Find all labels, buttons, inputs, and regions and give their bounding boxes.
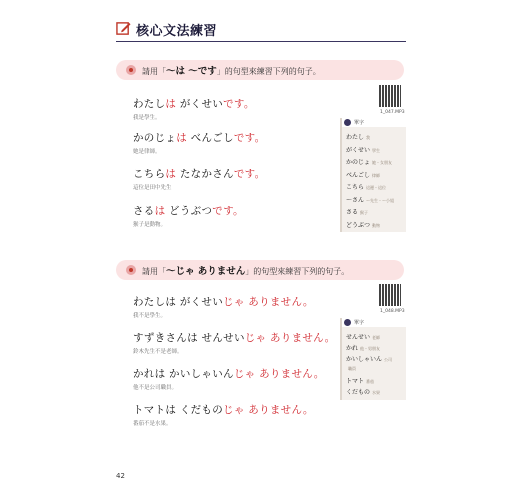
vocab-item [346, 343, 380, 352]
negative-ending: じゃ ありません。 [223, 404, 314, 416]
vocab-item [346, 387, 380, 396]
audio-track-label: 1_048.MP3 [380, 309, 405, 314]
vocab-item [346, 195, 394, 204]
vocab-meaning: 學生 [372, 147, 381, 153]
bullet-icon [126, 65, 136, 75]
sentence-predicate: がくせい [176, 98, 224, 110]
section2-vocab-box [340, 318, 406, 400]
vocab-meaning: 律師 [372, 172, 381, 178]
vocab-word: くだもの [346, 389, 371, 396]
vocab-word: かいしゃいん [346, 356, 383, 363]
example-sentence [133, 330, 335, 345]
vocab-item [346, 170, 380, 179]
vocab-meaning: 猴子 [360, 210, 369, 215]
sentence-subject: トマトは くだもの [133, 404, 224, 416]
example-sentence [133, 294, 314, 309]
vocab-word: かのじょ [346, 159, 371, 166]
vocab-word: トマト [346, 378, 365, 385]
vocab-item [346, 132, 370, 141]
sentence-predicate: べんごし [187, 132, 234, 144]
vocab-item [346, 354, 392, 363]
vocab-meaning: ～先生・～小姐 [366, 197, 395, 203]
vocab-meaning: 番茄 [366, 379, 375, 384]
section2-instruction: 請用「～じゃ ありません」的句型來練習下列的句子。 [142, 266, 350, 277]
sentence-subject: かれは かいしゃいん [133, 368, 234, 380]
sentence-subject: わたし [133, 98, 166, 110]
sentence-translation: 他不是公司職員。 [133, 385, 178, 391]
sentence-translation: 番茄不是水果。 [133, 421, 172, 427]
vocab-badge-icon [344, 119, 351, 126]
negative-ending: じゃ ありません。 [223, 296, 314, 308]
vocab-item [346, 365, 356, 372]
vocab-word: さる [346, 209, 359, 216]
sentence-translation: 猴子是動物。 [133, 222, 167, 228]
example-sentence [133, 366, 325, 381]
vocab-word: ～さん [346, 196, 365, 204]
vocab-meaning: 動物 [372, 222, 381, 228]
edit-note-icon [116, 21, 131, 36]
sentence-subject: さる [133, 205, 155, 217]
section1-vocab-box [340, 118, 406, 232]
topic-particle: は [154, 205, 166, 217]
sentence-translation: 我是學生。 [133, 115, 161, 121]
vocab-meaning: 老師 [372, 335, 381, 340]
copula-ending: です。 [212, 205, 244, 217]
page-number: 42 [116, 472, 125, 480]
vocab-word: せんせい [346, 334, 371, 341]
sentence-translation: 這位是田中先生 [133, 185, 172, 191]
copula-ending: です。 [233, 132, 266, 144]
vocab-meaning: 這邊・這位 [366, 185, 387, 190]
vocab-item [346, 157, 392, 166]
page-header [116, 20, 404, 42]
section1-instruction-bar [116, 60, 404, 80]
vocab-item [346, 207, 368, 216]
copula-ending: です。 [223, 98, 255, 110]
vocab-meaning: 水果 [372, 390, 381, 395]
sentence-translation: 我不是學生。 [133, 313, 167, 319]
vocab-header: 單字 [342, 318, 406, 327]
example-sentence [133, 402, 314, 417]
vocab-item [346, 182, 386, 191]
vocab-badge-icon [344, 319, 351, 326]
vocab-meaning: 職員 [348, 366, 356, 371]
sentence-subject: すずきさんは せんせい [133, 332, 245, 344]
sentence-subject: わたしは がくせい [133, 296, 224, 308]
sentence-translation: 她是律師。 [133, 149, 161, 155]
vocab-meaning: 公司 [384, 357, 393, 362]
example-sentence [133, 203, 244, 218]
sentence-predicate: どうぶつ [165, 205, 213, 217]
vocab-item [346, 220, 380, 229]
copula-ending: です。 [233, 168, 266, 180]
vocab-word: わたし [346, 134, 365, 141]
vocab-word: べんごし [346, 171, 371, 179]
header-divider [116, 41, 406, 42]
audio-track-label: 1_047.MP3 [380, 110, 405, 115]
page-title: 核心文法練習 [136, 24, 218, 39]
topic-particle: は [176, 132, 188, 144]
example-sentence [133, 130, 265, 145]
sentence-subject: かのじょ [133, 132, 177, 144]
qr-code-icon[interactable] [379, 284, 401, 306]
vocab-item [346, 332, 380, 341]
vocab-word: こちら [346, 184, 365, 191]
sentence-subject: こちら [133, 168, 166, 180]
vocab-item [346, 376, 374, 385]
vocab-word: がくせい [346, 146, 371, 154]
vocab-header: 單字 [342, 118, 406, 127]
example-sentence [133, 96, 255, 111]
sentence-predicate: たなかさん [176, 168, 234, 180]
topic-particle: は [165, 98, 177, 110]
vocab-meaning: 我 [366, 135, 371, 140]
negative-ending: じゃ ありません。 [233, 368, 325, 380]
vocab-item [346, 145, 380, 154]
section1-instruction: 請用「～は ～です」的句型來練習下列的句子。 [142, 66, 321, 77]
vocab-meaning: 她・女朋友 [372, 160, 393, 165]
example-sentence [133, 166, 265, 181]
bullet-icon [126, 265, 136, 275]
vocab-meaning: 他・男朋友 [360, 346, 381, 351]
vocab-word: どうぶつ [346, 221, 371, 229]
sentence-translation: 鈴木先生不是老師。 [133, 349, 183, 355]
negative-ending: じゃ ありません。 [244, 332, 336, 344]
qr-code-icon[interactable] [379, 85, 401, 107]
vocab-word: かれ [346, 345, 359, 352]
topic-particle: は [165, 168, 177, 180]
section2-instruction-bar [116, 260, 404, 280]
